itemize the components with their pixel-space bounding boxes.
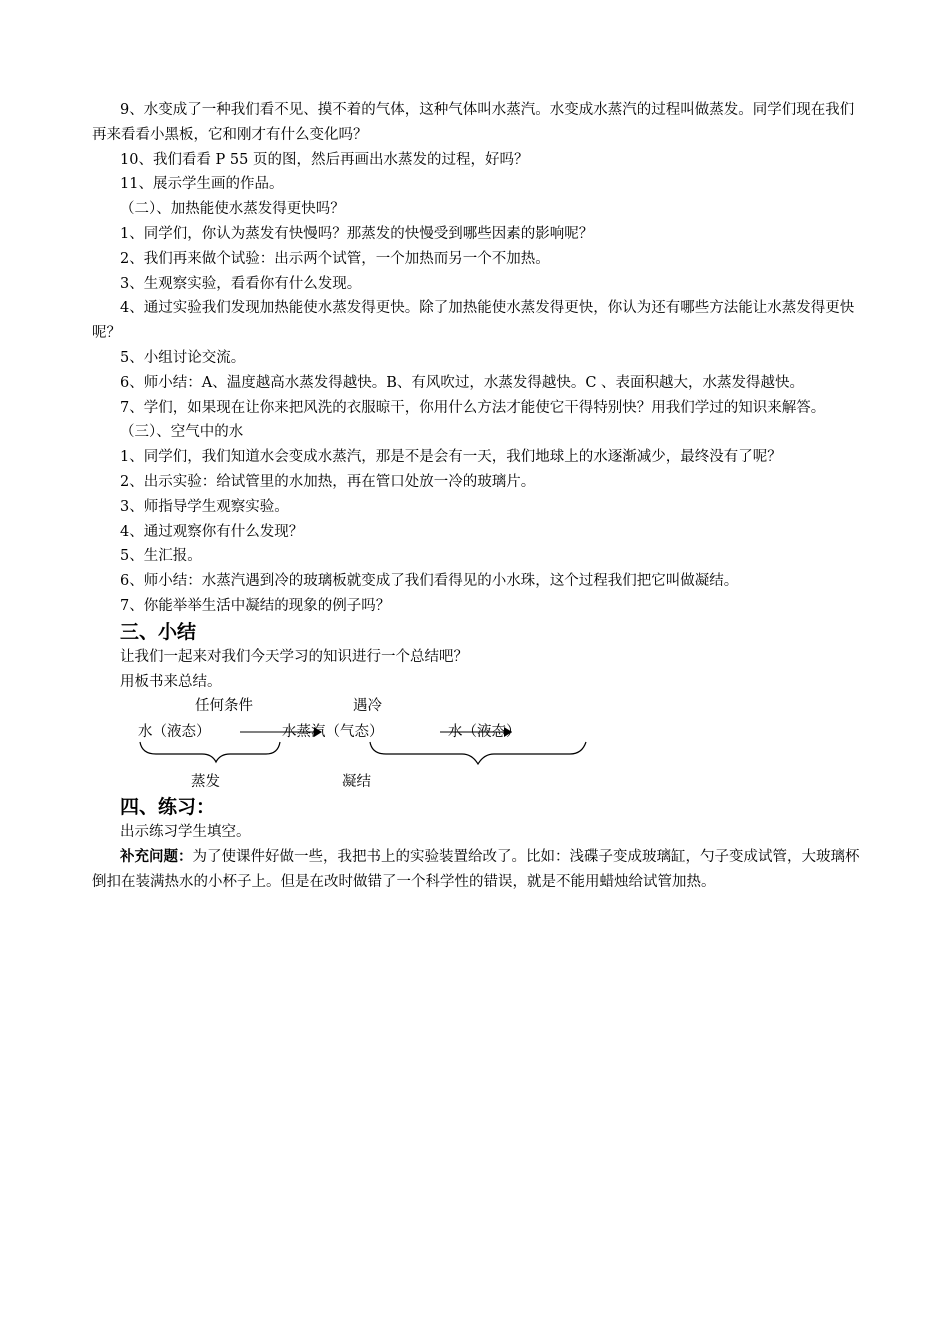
sub2-step-3: 3、生观察实验，看看你有什么发现。 <box>120 275 362 292</box>
sub3-step-3: 3、师指导学生观察实验。 <box>120 498 289 515</box>
summary-line-1: 让我们一起来对我们今天学习的知识进行一个总结吧？ <box>120 648 468 665</box>
condensation-label: 凝结 <box>342 774 371 791</box>
step-9: 9、水变成了一种我们看不见、摸不着的气体，这种气体叫水蒸汽。水变成水蒸汽的过程叫做蒸发。同学们现在我们再来看看小黑板，它和刚才有什么变化吗？ <box>92 102 855 143</box>
document-page <box>92 98 867 895</box>
water-liquid-label-2: 水（液态） <box>448 724 521 741</box>
sub3-step-2: 2、出示实验：给试管里的水加热，再在管口处放一冷的玻璃片。 <box>120 473 536 490</box>
subsection-2-title: （二）、加热能使水蒸发得更快吗？ <box>120 201 345 218</box>
step-10: 10、我们看看 P 55 页的图，然后再画出水蒸发的过程，好吗？ <box>120 151 529 168</box>
condition-any: 任何条件 <box>195 698 253 715</box>
water-cycle-diagram <box>92 694 867 794</box>
water-vapor-label: 水蒸汽（气态） <box>282 724 384 741</box>
summary-line-2: 用板书来总结。 <box>120 673 222 690</box>
sub2-step-7: 7、学们，如果现在让你来把风洗的衣服晾干，你用什么方法才能使它干得特别快？用我们学过的知识来解答。 <box>120 399 826 416</box>
brace-evaporation <box>140 742 280 762</box>
water-liquid-label: 水（液态） <box>138 724 211 741</box>
heading-practice: 四、练习： <box>120 796 216 819</box>
evaporation-label: 蒸发 <box>191 774 220 791</box>
sub3-step-4: 4、通过观察你有什么发现？ <box>120 523 304 540</box>
condition-cold: 遇冷 <box>353 698 382 715</box>
sub2-step-5: 5、小组讨论交流。 <box>120 349 246 366</box>
heading-summary: 三、小结 <box>120 620 197 643</box>
sub3-step-1: 1、同学们，我们知道水会变成水蒸汽，那是不是会有一天，我们地球上的水逐渐减少，最终没有了呢？ <box>120 449 782 466</box>
supplement-text: 为了使课件好做一些，我把书上的实验装置给改了。比如：浅碟子变成玻璃缸，勺子变成试管，大玻璃杯倒扣在装满热水的小杯子上。但是在改时做错了一个科学性的错误，就是不能用蜡烛给试管加热。 <box>92 849 860 890</box>
step-11: 11、展示学生画的作品。 <box>120 176 284 193</box>
supplement-paragraph <box>92 845 867 895</box>
sub3-step-6: 6、师小结：水蒸汽遇到冷的玻璃板就变成了我们看得见的小水珠，这个过程我们把它叫做凝结。 <box>120 573 739 590</box>
brace-condensation <box>370 742 586 764</box>
subsection-3-title: （三）、空气中的水 <box>120 424 244 441</box>
sub3-step-5: 5、生汇报。 <box>120 548 202 565</box>
sub3-step-7: 7、你能举举生活中凝结的现象的例子吗？ <box>120 597 391 614</box>
sub2-step-1: 1、同学们，你认为蒸发有快慢吗？那蒸发的快慢受到哪些因素的影响呢？ <box>120 225 594 242</box>
sub2-step-2: 2、我们再来做个试验：出示两个试管，一个加热而另一个不加热。 <box>120 250 550 267</box>
sub2-step-6: 6、师小结：A、温度越高水蒸发得越快。B、有风吹过，水蒸发得越快。C 、表面积越大，水蒸发得越快。 <box>120 374 805 391</box>
supplement-label: 补充问题： <box>120 848 193 866</box>
practice-line: 出示练习学生填空。 <box>120 824 251 841</box>
sub2-step-4: 4、通过实验我们发现加热能使水蒸发得更快。除了加热能使水蒸发得更快，你认为还有哪些方法能让水蒸发得更快呢？ <box>92 300 855 342</box>
